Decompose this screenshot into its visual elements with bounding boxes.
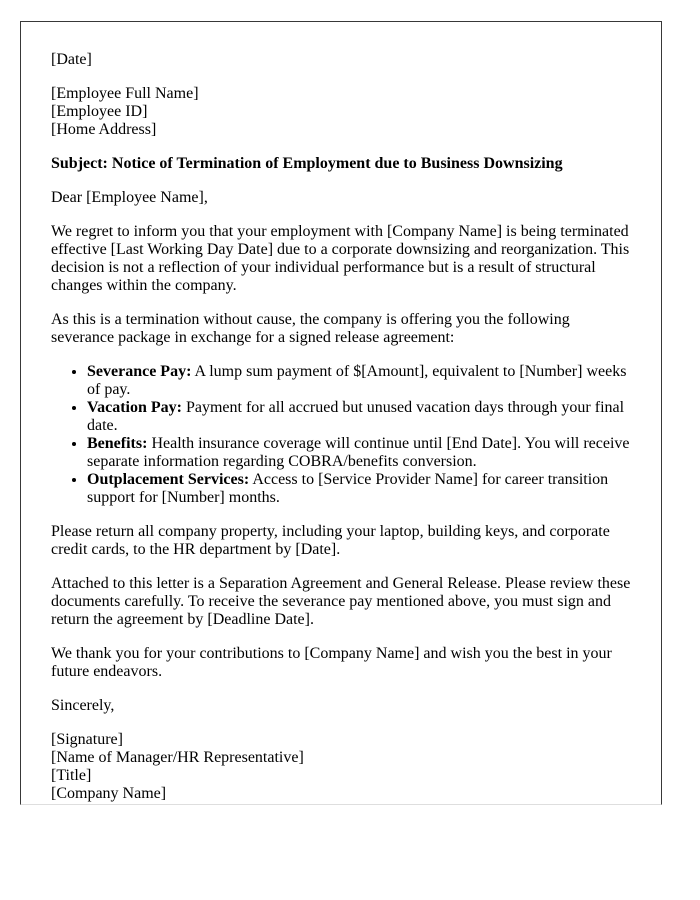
recipient-block <box>51 85 631 139</box>
letter-document <box>20 21 662 805</box>
signature-manager-name: [Name of Manager/HR Representative] <box>51 749 304 766</box>
salutation: Dear [Employee Name], <box>51 189 208 206</box>
signature-company-name: [Company Name] <box>51 785 167 802</box>
severance-list <box>51 363 631 507</box>
recipient-name: [Employee Full Name] <box>51 85 199 102</box>
list-item-text: Access to [Service Provider Name] for career transition support for [Number] months. <box>87 471 609 506</box>
list-item-severance-pay <box>87 363 631 399</box>
recipient-home-address: [Home Address] <box>51 121 157 138</box>
list-item-text: A lump sum payment of $[Amount], equivalent to [Number] weeks of pay. <box>87 363 627 398</box>
list-item-label: Vacation Pay: <box>87 399 182 416</box>
signature-placeholder: [Signature] <box>51 731 123 748</box>
paragraph-separation-agreement: Attached to this letter is a Separation Agreement and General Release. Please review these documents carefully. To receive the severance pay mentioned above, you must sign and return the agreement by [Deadline Date]. <box>51 575 631 628</box>
signature-block <box>51 731 631 803</box>
list-item-label: Severance Pay: <box>87 363 192 380</box>
date-line: [Date] <box>51 51 92 68</box>
paragraph-severance-intro: As this is a termination without cause, the company is offering you the following severance package in exchange for a signed release agreement: <box>51 311 570 346</box>
paragraph-property-return: Please return all company property, including your laptop, building keys, and corporate credit cards, to the HR department by [Date]. <box>51 523 610 558</box>
paragraph-thanks: We thank you for your contributions to [Company Name] and wish you the best in your future endeavors. <box>51 645 612 680</box>
list-item-text: Health insurance coverage will continue until [End Date]. You will receive separate information regarding COBRA/benefits conversion. <box>87 435 630 470</box>
list-item-text: Payment for all accrued but unused vacation days through your final date. <box>87 399 625 434</box>
subject-line: Subject: Notice of Termination of Employment due to Business Downsizing <box>51 155 563 172</box>
list-item-outplacement-services <box>87 471 631 507</box>
list-item-label: Outplacement Services: <box>87 471 250 488</box>
paragraph-termination-notice: We regret to inform you that your employment with [Company Name] is being terminated effective [Last Working Day Date] due to a corporate downsizing and reorganization. This decision is not a reflection of your individual performance but is a result of structural changes within the company. <box>51 223 630 294</box>
recipient-employee-id: [Employee ID] <box>51 103 148 120</box>
closing: Sincerely, <box>51 697 115 714</box>
signature-title: [Title] <box>51 767 92 784</box>
list-item-vacation-pay <box>87 399 631 435</box>
list-item-benefits <box>87 435 631 471</box>
list-item-label: Benefits: <box>87 435 148 452</box>
